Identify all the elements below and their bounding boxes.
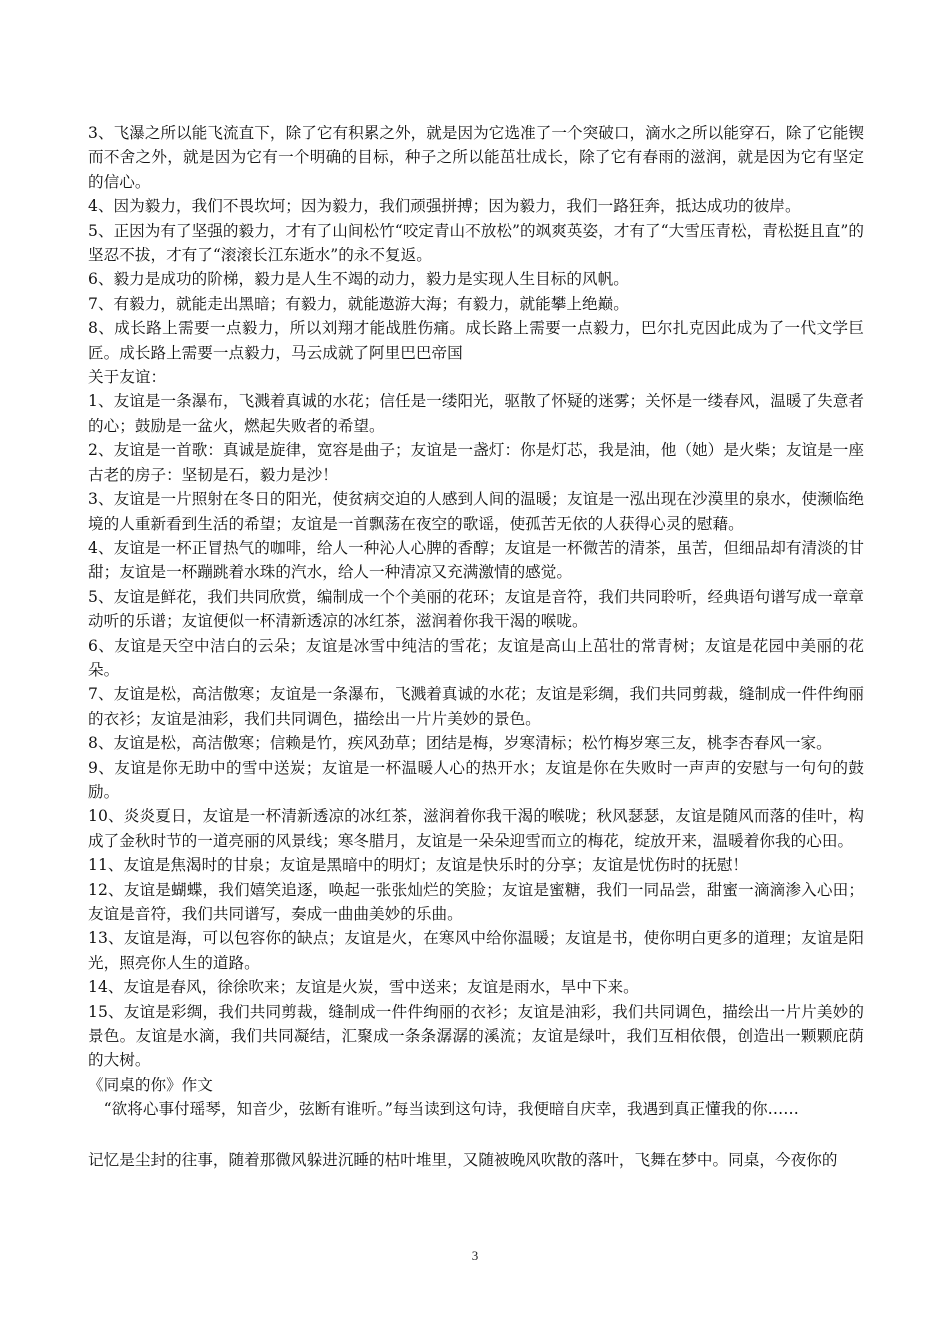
section-heading: 关于友谊： [88, 368, 167, 387]
paragraph: 记忆是尘封的往事，随着那微风躲进沉睡的枯叶堆里，又随被晚风吹散的落叶，飞舞在梦中。同桌，今夜你的 [88, 1150, 838, 1169]
paragraph: “欲将心事付瑶琴，知音少，弦断有谁听。”每当读到这句诗，我便暗自庆幸，我遇到真正懂我的你…… [88, 1100, 799, 1119]
blank-line [88, 1122, 864, 1148]
page-number: 3 [471, 1248, 479, 1263]
paragraph: 6、毅力是成功的阶梯，毅力是人生不竭的动力，毅力是实现人生目标的风帆。 [88, 270, 629, 289]
paragraph: 9、友谊是你无助中的雪中送炭；友谊是一杯温暖人心的热开水；友谊是你在失败时一声声的安慰与一句句的鼓励。 [88, 758, 864, 801]
paragraph: 12、友谊是蝴蝶，我们嬉笑追逐，唤起一张张灿烂的笑脸；友谊是蜜糖，我们一同品尝，甜蜜一滴滴渗入心田；友谊是音符，我们共同谱写，奏成一曲曲美妙的乐曲。 [88, 880, 864, 923]
paragraph: 7、有毅力，就能走出黑暗；有毅力，就能遨游大海；有毅力，就能攀上绝巅。 [88, 294, 629, 313]
paragraph: 10、炎炎夏日，友谊是一杯清新透凉的冰红茶，滋润着你我干渴的喉咙；秋风瑟瑟，友谊是随风而落的佳叶，构成了金秋时节的一道亮丽的风景线；寒冬腊月，友谊是一朵朵迎雪而立的梅花，绽放开来，温暖着你我的心田。 [88, 807, 864, 850]
paragraph: 7、友谊是松，高洁傲寒；友谊是一条瀑布，飞溅着真诚的水花；友谊是彩绸，我们共同剪裁，缝制成一件件绚丽的衣衫；友谊是油彩，我们共同调色，描绘出一片片美妙的景色。 [88, 685, 864, 728]
paragraph: 3、飞瀑之所以能飞流直下，除了它有积累之外，就是因为它选准了一个突破口，滴水之所以能穿石，除了它能锲而不舍之外，就是因为它有一个明确的目标，种子之所以能茁壮成长，除了它有春雨的滋润，就是因为它有坚定的信心。 [88, 124, 864, 191]
paragraph: 14、友谊是春风，徐徐吹来；友谊是火炭，雪中送来；友谊是雨水，旱中下来。 [88, 978, 639, 997]
document-body [88, 121, 864, 1172]
paragraph: 13、友谊是海，可以包容你的缺点；友谊是火，在寒风中给你温暖；友谊是书，使你明白更多的道理；友谊是阳光，照亮你人生的道路。 [88, 929, 864, 972]
paragraph: 11、友谊是焦渴时的甘泉；友谊是黑暗中的明灯；友谊是快乐时的分享；友谊是忧伤时的抚慰！ [88, 856, 749, 875]
paragraph: 4、因为毅力，我们不畏坎坷；因为毅力，我们顽强拼搏；因为毅力，我们一路狂奔，抵达成功的彼岸。 [88, 197, 801, 216]
paragraph: 2、友谊是一首歌：真诚是旋律，宽容是曲子；友谊是一盏灯：你是灯芯，我是油，他（她）是火柴；友谊是一座古老的房子：坚韧是石，毅力是沙！ [88, 441, 864, 484]
paragraph: 1、友谊是一条瀑布，飞溅着真诚的水花；信任是一缕阳光，驱散了怀疑的迷雾；关怀是一缕春风，温暖了失意者的心；鼓励是一盆火，燃起失败者的希望。 [88, 392, 864, 435]
essay-title: 《同桌的你》作文 [88, 1075, 213, 1094]
paragraph: 5、正因为有了坚强的毅力，才有了山间松竹“咬定青山不放松”的飒爽英姿，才有了“大雪压青松，青松挺且直”的坚忍不拔，才有了“滚滚长江东逝水”的永不复返。 [88, 221, 864, 265]
paragraph: 8、成长路上需要一点毅力，所以刘翔才能战胜伤痛。成长路上需要一点毅力，巴尔扎克因此成为了一代文学巨匠。成长路上需要一点毅力，马云成就了阿里巴巴帝国 [88, 319, 864, 362]
paragraph: 4、友谊是一杯正冒热气的咖啡，给人一种沁人心脾的香醇；友谊是一杯微苦的清茶，虽苦，但细品却有清淡的甘甜；友谊是一杯蹦跳着水珠的汽水，给人一种清凉又充满激情的感觉。 [88, 538, 864, 582]
paragraph: 15、友谊是彩绸，我们共同剪裁，缝制成一件件绚丽的衣衫；友谊是油彩，我们共同调色，描绘出一片片美妙的景色。友谊是水滴，我们共同凝结，汇聚成一条条潺潺的溪流；友谊是绿叶，我们互相依偎，创造出一颗颗庇荫的大树。 [88, 1002, 864, 1070]
paragraph: 5、友谊是鲜花，我们共同欣赏，编制成一个个美丽的花环；友谊是音符，我们共同聆听，经典语句谱写成一章章动听的乐谱；友谊便似一杯清新透凉的冰红茶，滋润着你我干渴的喉咙。 [88, 587, 864, 631]
paragraph: 6、友谊是天空中洁白的云朵；友谊是冰雪中纯洁的雪花；友谊是高山上茁壮的常青树；友谊是花园中美丽的花朵。 [88, 636, 864, 679]
paragraph: 3、友谊是一片照射在冬日的阳光，使贫病交迫的人感到人间的温暖；友谊是一泓出现在沙漠里的泉水，使濒临绝境的人重新看到生活的希望；友谊是一首飘荡在夜空的歌谣，使孤苦无依的人获得心灵的慰藉。 [88, 490, 864, 533]
paragraph: 8、友谊是松，高洁傲寒；信赖是竹，疾风劲草；团结是梅，岁寒清标；松竹梅岁寒三友，桃李杏春风一家。 [88, 734, 832, 753]
